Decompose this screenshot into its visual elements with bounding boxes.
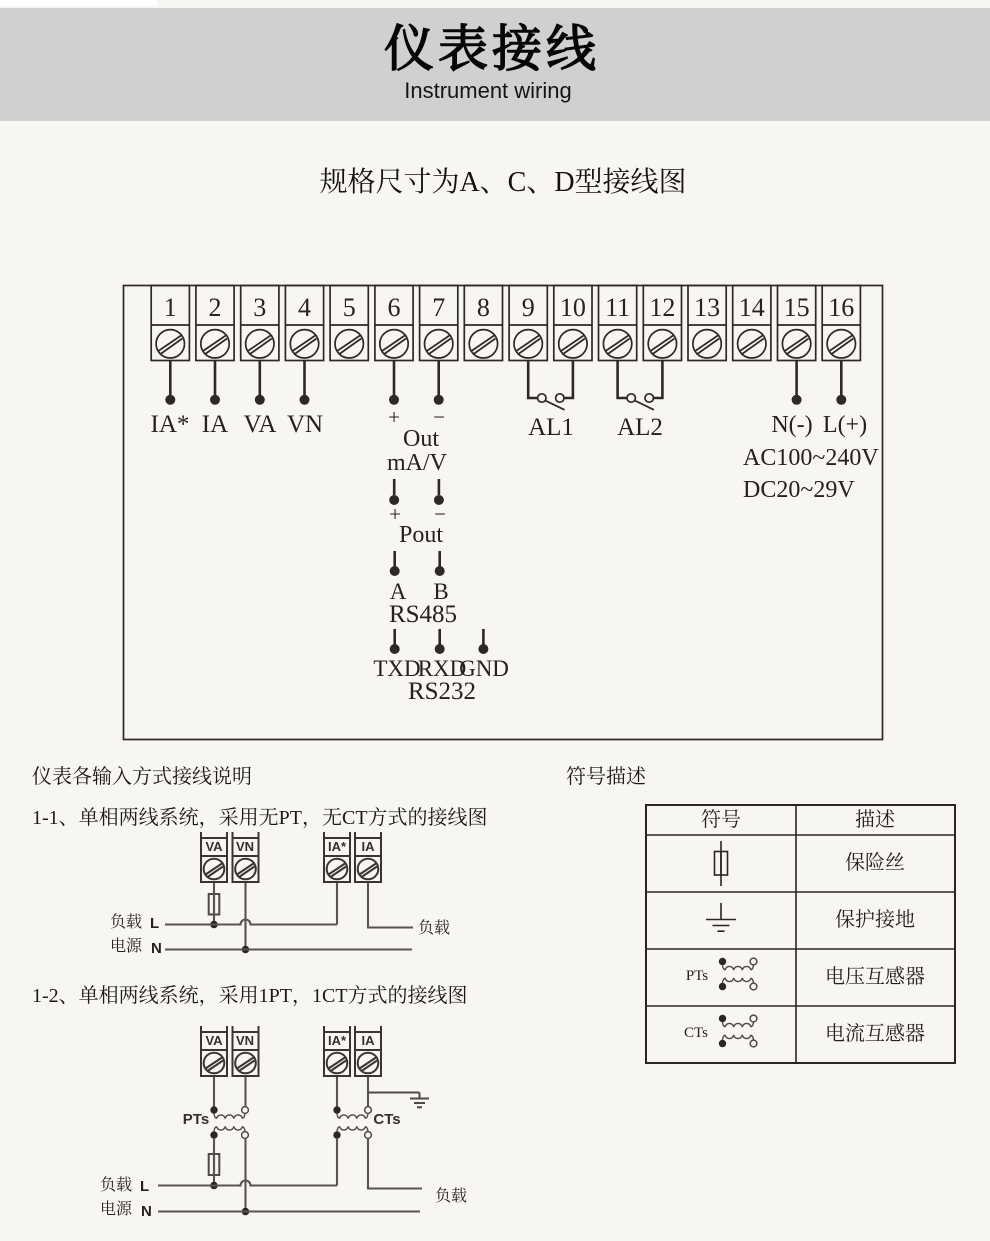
rs232-pins [390,629,489,654]
terminal-number: 12 [649,293,676,322]
label-pout-plus: + [389,502,401,526]
terminal-number: 15 [783,293,810,322]
al2-switch-icon [618,361,663,410]
table-ct-desc: 电流互感器 [825,1023,925,1045]
terminal-number: 10 [559,293,586,322]
d12-terminal-vn: VN [235,1033,255,1048]
terminal-number: 2 [208,293,222,322]
diagram-1-1-heading: 1-1、单相两线系统，采用无PT，无CT方式的接线图 [32,807,488,829]
d12-line-l: L [140,1178,150,1195]
terminal-cell [285,286,323,405]
terminal-number: 6 [387,293,401,322]
d12-terminal-ia: IA [361,1033,375,1048]
terminal-number: 5 [342,293,356,322]
d11-terminal-vn: VN [235,839,255,854]
d12-terminal-va: VA [205,1033,223,1048]
earth-icon [706,903,736,931]
terminal-number: 13 [694,293,721,322]
notes-heading: 仪表各输入方式接线说明 [32,766,252,788]
table-earth-desc: 保护接地 [835,909,915,931]
table-col-desc: 描述 [855,809,895,831]
terminal-cell [241,286,279,405]
label-ac-range: AC100~240V [743,445,879,471]
table-pt-desc: 电压互感器 [825,966,925,988]
label-rxd: RXD [417,656,467,681]
label-n-power: N(-) [771,412,813,438]
terminal-cell [822,286,860,405]
d12-terminal-ia-star: IA* [327,1033,347,1048]
fuse-icon [715,841,728,886]
label-pout: Pout [398,522,444,548]
d11-source-label: 电源 [110,938,143,955]
d12-cts-label: CTs [373,1111,401,1128]
d12-line-n: N [141,1203,152,1220]
pt-transformer-icon [210,1106,248,1138]
terminal-cell [733,286,771,361]
d11-load-right: 负载 [418,920,451,937]
d11-load-label: 负载 [110,914,143,931]
table-fuse-desc: 保险丝 [845,852,905,874]
terminal-cell [420,286,458,405]
d12-source-label: 电源 [100,1201,133,1218]
label-ia: IA [201,411,229,438]
d11-line-l: L [150,915,160,932]
terminal-cell [151,286,189,405]
terminal-number: 14 [738,293,765,322]
ct-transformer-icon [719,1015,757,1047]
d11-line-n: N [151,940,162,957]
terminal-cell [554,286,592,361]
terminal-cell [464,286,502,361]
label-out-minus: − [433,405,445,429]
label-pout-minus: − [434,502,446,526]
terminal-number: 4 [298,293,311,322]
pt-transformer-icon [719,958,757,990]
table-col-symbol: 符号 [701,809,741,831]
label-rs485-a: A [389,579,407,604]
terminal-number: 1 [163,293,177,322]
d12-load-right: 负载 [435,1188,468,1205]
d11-terminal-ia-star: IA* [327,839,347,854]
label-gnd: GND [459,656,509,681]
label-rs232: RS232 [407,678,477,705]
label-al1: AL1 [528,414,574,441]
table-ct-label: CTs [684,1025,708,1041]
label-rs485: RS485 [388,601,458,628]
label-ia-star: IA* [150,411,190,438]
ct-transformer-icon [333,1106,371,1138]
terminal-number: 3 [253,293,267,322]
terminal-cell [375,286,413,405]
terminal-cell [509,286,547,361]
section-title: 规格尺寸为A、C、D型接线图 [319,167,687,198]
label-al2: AL2 [617,414,663,441]
label-rs485-b: B [433,579,449,604]
terminal-number: 16 [828,293,855,322]
terminal-cell [330,286,368,361]
earth-icon [368,1093,429,1108]
label-vn: VN [286,411,324,438]
label-dc-range: DC20~29V [743,477,855,503]
terminal-number: 9 [521,293,535,322]
d11-terminal-va: VA [205,839,223,854]
d12-pts-label: PTs [182,1111,210,1128]
terminal-cell [643,286,681,361]
rs485-pins [390,551,445,576]
terminal-cell [778,286,816,405]
diagram-1-1-art [165,832,413,953]
page-subtitle: Instrument wiring [404,78,572,103]
terminal-cell [196,286,234,405]
al1-switch-icon [528,361,573,410]
label-va: VA [243,411,277,438]
symbol-heading: 符号描述 [566,766,646,788]
label-out-unit: mA/V [387,450,447,476]
terminal-cell [599,286,637,361]
d11-terminal-ia: IA [361,839,375,854]
label-l-power: L(+) [822,412,868,438]
label-out: Out [403,426,439,452]
d12-load-label: 负载 [100,1177,133,1194]
page-title: 仪表接线 [384,21,600,77]
terminal-cell [688,286,726,361]
terminal-number: 7 [432,293,446,322]
diagram-1-2-heading: 1-2、单相两线系统，采用1PT，1CT方式的接线图 [32,985,468,1007]
label-out-plus: + [388,405,400,429]
terminal-number: 8 [476,293,490,322]
table-pt-label: PTs [685,968,709,984]
terminal-number: 11 [605,293,631,322]
label-txd: TXD [373,656,421,681]
